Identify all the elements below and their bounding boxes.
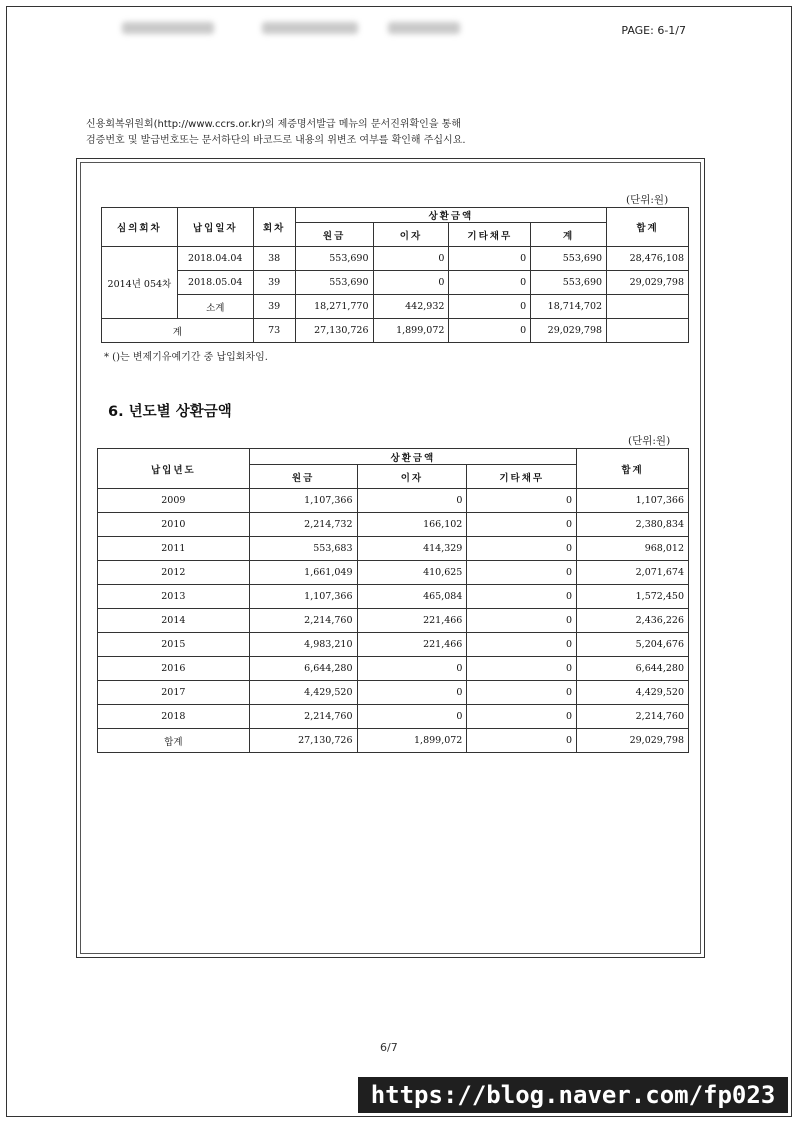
cell-interest: 0 — [373, 247, 449, 271]
cell-count: 73 — [253, 319, 295, 343]
subtotal-row — [102, 295, 689, 319]
cell-principal: 553,683 — [249, 537, 357, 561]
table-row — [102, 271, 689, 295]
cell-other: 0 — [467, 705, 577, 729]
th-other-debt: 기타채무 — [467, 465, 577, 489]
cell-other: 0 — [449, 247, 531, 271]
cell-interest: 410,625 — [357, 561, 467, 585]
cell-principal: 553,690 — [295, 271, 373, 295]
page-label: PAGE: 6-1/7 — [621, 24, 686, 37]
cell-other: 0 — [449, 319, 531, 343]
table1-note: * ()는 변제기유예기간 중 납입회차임. — [104, 352, 268, 363]
yearly-repayment-table — [97, 448, 689, 753]
th-count: 회차 — [253, 208, 295, 247]
cell-other: 0 — [467, 561, 577, 585]
cell-year: 2015 — [98, 633, 250, 657]
cell-principal: 2,214,760 — [249, 705, 357, 729]
cell-interest: 221,466 — [357, 609, 467, 633]
cell-principal: 1,107,366 — [249, 585, 357, 609]
cell-total — [607, 295, 689, 319]
cell-principal: 4,429,520 — [249, 681, 357, 705]
cell-sum: 29,029,798 — [531, 319, 607, 343]
repayment-detail-table — [101, 207, 689, 343]
redacted-header-3 — [388, 22, 460, 34]
cell-other: 0 — [467, 513, 577, 537]
th-repay-group: 상환금액 — [295, 208, 606, 223]
th-year: 납입년도 — [98, 449, 250, 489]
cell-other: 0 — [449, 271, 531, 295]
th-round: 심의회차 — [102, 208, 178, 247]
cell-total: 1,107,366 — [577, 489, 689, 513]
table-row — [98, 489, 689, 513]
cell-interest: 0 — [357, 681, 467, 705]
cell-year: 2017 — [98, 681, 250, 705]
cell-other: 0 — [467, 657, 577, 681]
grand-total-label: 계 — [102, 319, 254, 343]
cell-year: 2018 — [98, 705, 250, 729]
notice-line-2: 검증번호 및 발급번호또는 문서하단의 바코드로 내용의 위변조 여부를 확인해 주십시요. — [86, 135, 466, 146]
cell-interest: 442,932 — [373, 295, 449, 319]
table1-unit: (단위:원) — [626, 194, 669, 206]
table-row — [98, 537, 689, 561]
cell-total: 4,429,520 — [577, 681, 689, 705]
cell-year: 2012 — [98, 561, 250, 585]
th-sum: 계 — [531, 223, 607, 247]
cell-interest: 1,899,072 — [373, 319, 449, 343]
table-row — [98, 657, 689, 681]
cell-total: 29,029,798 — [577, 729, 689, 753]
cell-principal: 553,690 — [295, 247, 373, 271]
table-row — [98, 609, 689, 633]
cell-date: 2018.04.04 — [177, 247, 253, 271]
table-row — [98, 681, 689, 705]
cell-other: 0 — [449, 295, 531, 319]
cell-interest: 0 — [357, 489, 467, 513]
th-principal: 원금 — [249, 465, 357, 489]
yearly-body — [98, 489, 689, 729]
cell-count: 39 — [253, 271, 295, 295]
th-total: 합계 — [577, 449, 689, 489]
cell-year: 2009 — [98, 489, 250, 513]
th-other-debt: 기타채무 — [449, 223, 531, 247]
cell-interest: 1,899,072 — [357, 729, 467, 753]
cell-year: 2011 — [98, 537, 250, 561]
cell-interest: 0 — [357, 657, 467, 681]
redacted-header-1 — [122, 22, 214, 34]
cell-principal: 27,130,726 — [295, 319, 373, 343]
cell-interest: 0 — [357, 705, 467, 729]
cell-other: 0 — [467, 729, 577, 753]
group-label: 2014년 054차 — [102, 247, 178, 319]
cell-other: 0 — [467, 489, 577, 513]
section-title: 6. 년도별 상환금액 — [108, 404, 232, 420]
total-row — [98, 729, 689, 753]
cell-year: 2014 — [98, 609, 250, 633]
table-row — [98, 705, 689, 729]
total-label: 합계 — [98, 729, 250, 753]
th-principal: 원금 — [295, 223, 373, 247]
th-repay-group: 상환금액 — [249, 449, 576, 465]
cell-other: 0 — [467, 609, 577, 633]
footer-page-number: 6/7 — [380, 1041, 398, 1054]
cell-total: 5,204,676 — [577, 633, 689, 657]
cell-total: 1,572,450 — [577, 585, 689, 609]
table-row — [98, 585, 689, 609]
cell-year: 2013 — [98, 585, 250, 609]
th-interest: 이자 — [357, 465, 467, 489]
cell-interest: 166,102 — [357, 513, 467, 537]
cell-other: 0 — [467, 681, 577, 705]
cell-interest: 465,084 — [357, 585, 467, 609]
cell-date: 2018.05.04 — [177, 271, 253, 295]
cell-total: 29,029,798 — [607, 271, 689, 295]
cell-principal: 18,271,770 — [295, 295, 373, 319]
cell-year: 2010 — [98, 513, 250, 537]
cell-interest: 0 — [373, 271, 449, 295]
cell-interest: 414,329 — [357, 537, 467, 561]
table2-header-row — [98, 449, 689, 465]
cell-principal: 2,214,732 — [249, 513, 357, 537]
cell-principal: 27,130,726 — [249, 729, 357, 753]
cell-total: 28,476,108 — [607, 247, 689, 271]
redacted-header-2 — [262, 22, 358, 34]
cell-principal: 1,107,366 — [249, 489, 357, 513]
cell-total: 968,012 — [577, 537, 689, 561]
cell-interest: 221,466 — [357, 633, 467, 657]
table-row — [98, 561, 689, 585]
cell-total: 2,071,674 — [577, 561, 689, 585]
cell-principal: 4,983,210 — [249, 633, 357, 657]
cell-sum: 18,714,702 — [531, 295, 607, 319]
table-row — [98, 633, 689, 657]
cell-total: 2,214,760 — [577, 705, 689, 729]
th-pay-date: 납입일자 — [177, 208, 253, 247]
th-total: 합계 — [607, 208, 689, 247]
cell-total — [607, 319, 689, 343]
cell-principal: 1,661,049 — [249, 561, 357, 585]
cell-sum: 553,690 — [531, 271, 607, 295]
cell-other: 0 — [467, 537, 577, 561]
table-row — [98, 513, 689, 537]
grand-total-row — [102, 319, 689, 343]
table-row — [102, 247, 689, 271]
table2-unit: (단위:원) — [628, 435, 671, 447]
cell-other: 0 — [467, 585, 577, 609]
table1-header-row — [102, 208, 689, 223]
blog-watermark: https://blog.naver.com/fp023 — [358, 1077, 788, 1113]
cell-count: 38 — [253, 247, 295, 271]
cell-total: 6,644,280 — [577, 657, 689, 681]
cell-total: 2,380,834 — [577, 513, 689, 537]
subtotal-label: 소계 — [177, 295, 253, 319]
cell-other: 0 — [467, 633, 577, 657]
verification-notice — [86, 117, 466, 149]
cell-year: 2016 — [98, 657, 250, 681]
cell-principal: 2,214,760 — [249, 609, 357, 633]
notice-line-1: 신용회복위원회(http://www.ccrs.or.kr)의 제증명서발급 메뉴의 문서진위확인을 통해 — [86, 119, 461, 130]
cell-total: 2,436,226 — [577, 609, 689, 633]
cell-sum: 553,690 — [531, 247, 607, 271]
cell-count: 39 — [253, 295, 295, 319]
cell-principal: 6,644,280 — [249, 657, 357, 681]
th-interest: 이자 — [373, 223, 449, 247]
